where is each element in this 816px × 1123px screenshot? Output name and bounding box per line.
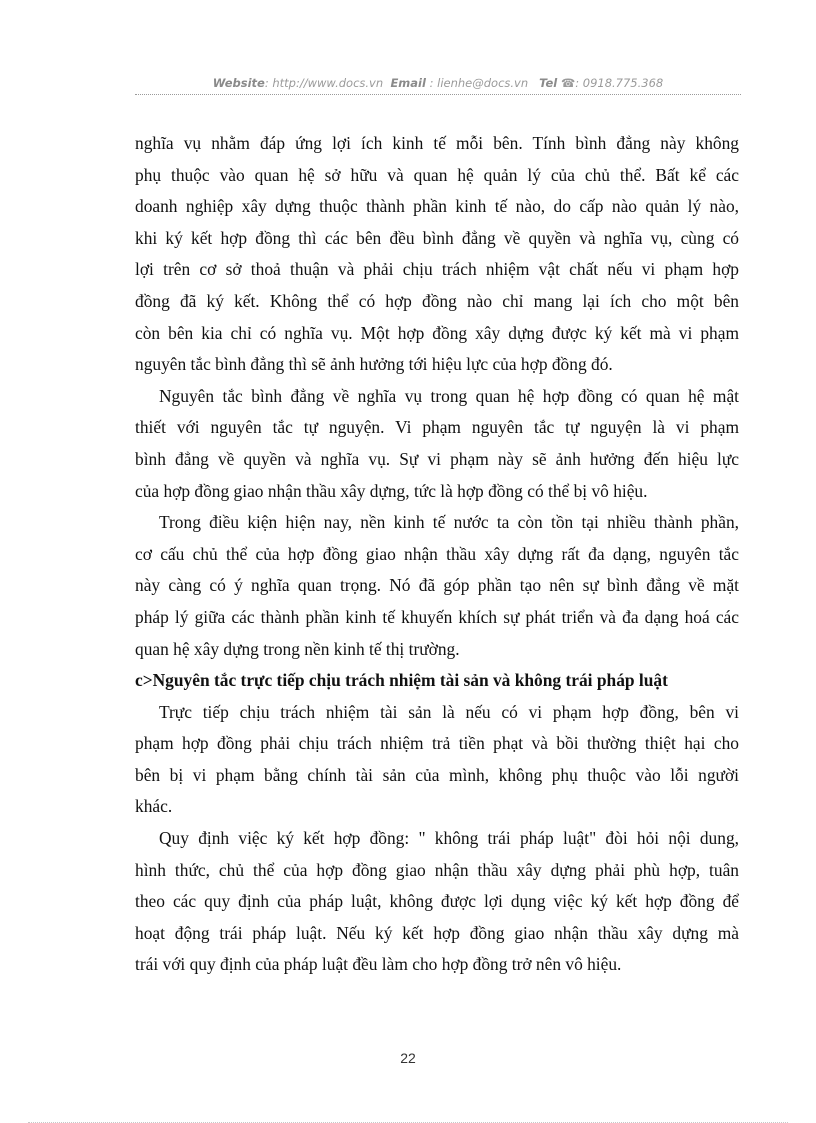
text-line: của hợp đồng giao nhận thầu xây dựng, tức là hợp đồng có thể bị vô hiệu. bbox=[135, 480, 648, 501]
text-line: còn bên kia chỉ có nghĩa vụ. Một hợp đồng xây dựng được ký kết mà vi phạm bbox=[135, 322, 739, 343]
text-line: đồng đã ký kết. Không thể có hợp đồng nào chỉ mang lại ích cho một bên bbox=[135, 290, 739, 311]
text-line: lợi trên cơ sở thoả thuận và phải chịu trách nhiệm vật chất nếu vi phạm hợp bbox=[135, 259, 739, 280]
text-line: cơ cấu chủ thể của hợp đồng giao nhận thầu xây dựng rất đa dạng, nguyên tắc bbox=[135, 543, 739, 564]
text-line: doanh nghiệp xây dựng thuộc thành phần kinh tế nào, do cấp nào quản lý nào, bbox=[135, 196, 739, 217]
text-line: theo các quy định của pháp luật, không được lợi dụng việc ký kết hợp đồng để bbox=[135, 891, 739, 912]
text-line: nghĩa vụ nhằm đáp ứng lợi ích kinh tế mỗi bên. Tính bình đẳng này không bbox=[135, 133, 739, 153]
text-line: trái với quy định của pháp luật đều làm cho hợp đồng trở nên vô hiệu. bbox=[135, 954, 622, 975]
tel-label: Tel bbox=[539, 76, 558, 90]
text-line: hình thức, chủ thể của hợp đồng giao nhận thầu xây dựng phải phù hợp, tuân bbox=[135, 859, 739, 880]
text-line: pháp lý giữa các thành phần kinh tế khuyến khích sự phát triển và đa dạng hoá các bbox=[135, 606, 739, 627]
text-line: bên bị vi phạm bằng chính tài sản của mình, không phụ thuộc vào lỗi người bbox=[135, 764, 739, 785]
text-line: Quy định việc ký kết hợp đồng: " không trái pháp luật" đòi hỏi nội dung, bbox=[159, 828, 739, 849]
text-line: Nguyên tắc bình đẳng về nghĩa vụ trong quan hệ hợp đồng có quan hệ mật bbox=[159, 385, 739, 406]
text-line: khác. bbox=[135, 796, 173, 817]
text-line: khi ký kết hợp đồng thì các bên đều bình đẳng về quyền và nghĩa vụ, cùng có bbox=[135, 227, 739, 248]
text-line: phạm hợp đồng phải chịu trách nhiệm trả tiền phạt và bồi thường thiệt hại cho bbox=[135, 733, 739, 754]
text-line: quan hệ xây dựng trong nền kinh tế thị trường. bbox=[135, 638, 460, 659]
website-label: Website bbox=[212, 76, 265, 90]
phone-icon: ☎ bbox=[560, 76, 576, 90]
text-line: phụ thuộc vào quan hệ sở hữu và quan hệ quản lý của chủ thể. Bất kể các bbox=[135, 164, 739, 185]
email-label: Email bbox=[390, 76, 426, 90]
website-value: : http://www.docs.vn bbox=[264, 76, 384, 90]
text-line: hoạt động trái pháp luật. Nếu ký kết hợp đồng giao nhận thầu xây dựng mà bbox=[135, 922, 739, 943]
tel-value: : 0918.775.368 bbox=[575, 76, 664, 90]
page-header bbox=[135, 76, 741, 94]
document-body bbox=[135, 128, 739, 981]
email-value: : lienhe@docs.vn bbox=[429, 76, 529, 90]
text-line: nguyên tắc bình đẳng thì sẽ ảnh hưởng tới hiệu lực của hợp đồng đó. bbox=[135, 354, 613, 375]
text-line: bình đẳng về quyền và nghĩa vụ. Sự vi phạm này sẽ ảnh hưởng đến hiệu lực bbox=[135, 448, 739, 469]
text-line: Trong điều kiện hiện nay, nền kinh tế nước ta còn tồn tại nhiều thành phần, bbox=[159, 512, 739, 533]
header-divider bbox=[135, 94, 741, 95]
section-heading: c>Nguyên tắc trực tiếp chịu trách nhiệm tài sản và không trái pháp luật bbox=[135, 670, 668, 691]
text-line: này càng có ý nghĩa quan trọng. Nó đã góp phần tạo nên sự bình đẳng về mặt bbox=[135, 575, 739, 596]
page-number: 22 bbox=[400, 1050, 416, 1066]
text-line: Trực tiếp chịu trách nhiệm tài sản là nếu có vi phạm hợp đồng, bên vi bbox=[159, 701, 739, 722]
text-line: thiết với nguyên tắc tự nguyện. Vi phạm nguyên tắc tự nguyện là vi phạm bbox=[135, 417, 739, 438]
